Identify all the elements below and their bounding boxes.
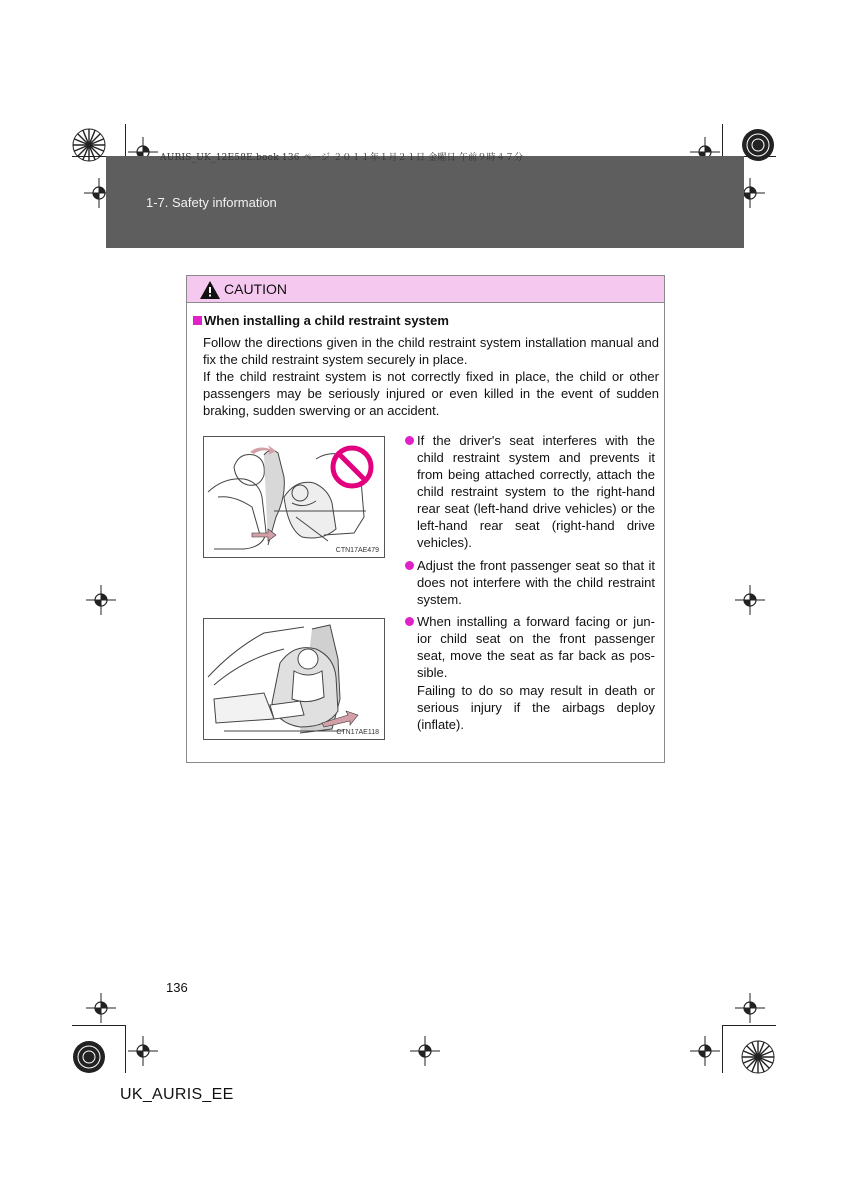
footer-code: UK_AURIS_EE <box>120 1086 234 1103</box>
registration-crosshair-icon <box>735 993 765 1023</box>
crop-mark <box>722 124 723 158</box>
child-seat-illustration <box>204 619 384 739</box>
figure-code: CTN17AE479 <box>335 547 379 554</box>
caution-header <box>187 276 664 303</box>
registration-star-icon <box>741 128 775 162</box>
section-title: 1-7. Safety information <box>146 195 277 210</box>
subheading-text: When installing a child restraint system <box>204 313 449 328</box>
registration-crosshair-icon <box>690 1036 720 1066</box>
caution-box <box>186 275 665 763</box>
prohibited-icon <box>333 448 371 486</box>
bullet-text: Failing to do so may result in death or serious injury if the airbags deploy (inflate). <box>417 683 655 732</box>
page-number: 136 <box>166 980 188 995</box>
registration-star-icon <box>741 1040 775 1074</box>
warning-triangle-icon <box>199 280 221 300</box>
bullet-dot-icon <box>405 436 414 445</box>
registration-star-icon <box>72 128 106 162</box>
bullet-text: When installing a forward facing or jun-ior child seat on the front passenger seat, move the seat as far back as pos-sible. <box>417 614 655 680</box>
caution-label: CAUTION <box>224 281 287 297</box>
figure-driver-seat-interference <box>203 436 385 558</box>
figure-code: CTN17AE118 <box>336 729 379 736</box>
bullet-text: If the driver's seat interferes with the child restraint system and prevents it from being attached correctly, attach the child restraint system to the right-hand rear seat (left-hand drive vehicles) or the left-hand rear seat (right-hand drive vehicles). <box>417 433 655 550</box>
bullet-continuation <box>405 682 655 733</box>
bullet-dot-icon <box>405 561 414 570</box>
bullet-item <box>405 557 655 608</box>
paragraph: If the child restraint system is not correctly fixed in place, the child or other passengers may be seriously injured or even killed in the event of sudden braking, sudden swerving or an accident. <box>203 369 659 418</box>
crop-mark <box>722 1025 776 1026</box>
crop-mark <box>72 1025 126 1026</box>
square-bullet-icon <box>193 316 202 325</box>
bullet-text: Adjust the front passenger seat so that it does not interfere with the child restraint system. <box>417 558 655 607</box>
crop-mark <box>125 1025 126 1073</box>
crop-mark <box>722 1025 723 1073</box>
bullet-dot-icon <box>405 617 414 626</box>
print-file-info: AURIS_UK_12E58E.book 136 ページ ２０１１年１月２１日 金曜日 午前９時４７分 <box>160 153 524 163</box>
registration-crosshair-icon <box>86 585 116 615</box>
car-seat-illustration <box>204 437 384 557</box>
paragraph: Follow the directions given in the child restraint system installation manual and fix the child restraint system securely in place. <box>203 335 659 367</box>
figure-front-passenger-seat <box>203 618 385 740</box>
registration-crosshair-icon <box>410 1036 440 1066</box>
registration-crosshair-icon <box>86 993 116 1023</box>
caution-subheading <box>193 313 449 328</box>
registration-crosshair-icon <box>735 585 765 615</box>
bullet-item <box>405 613 655 681</box>
registration-crosshair-icon <box>128 1036 158 1066</box>
crop-mark <box>125 124 126 158</box>
bullet-item <box>405 432 655 551</box>
registration-star-icon <box>72 1040 106 1074</box>
